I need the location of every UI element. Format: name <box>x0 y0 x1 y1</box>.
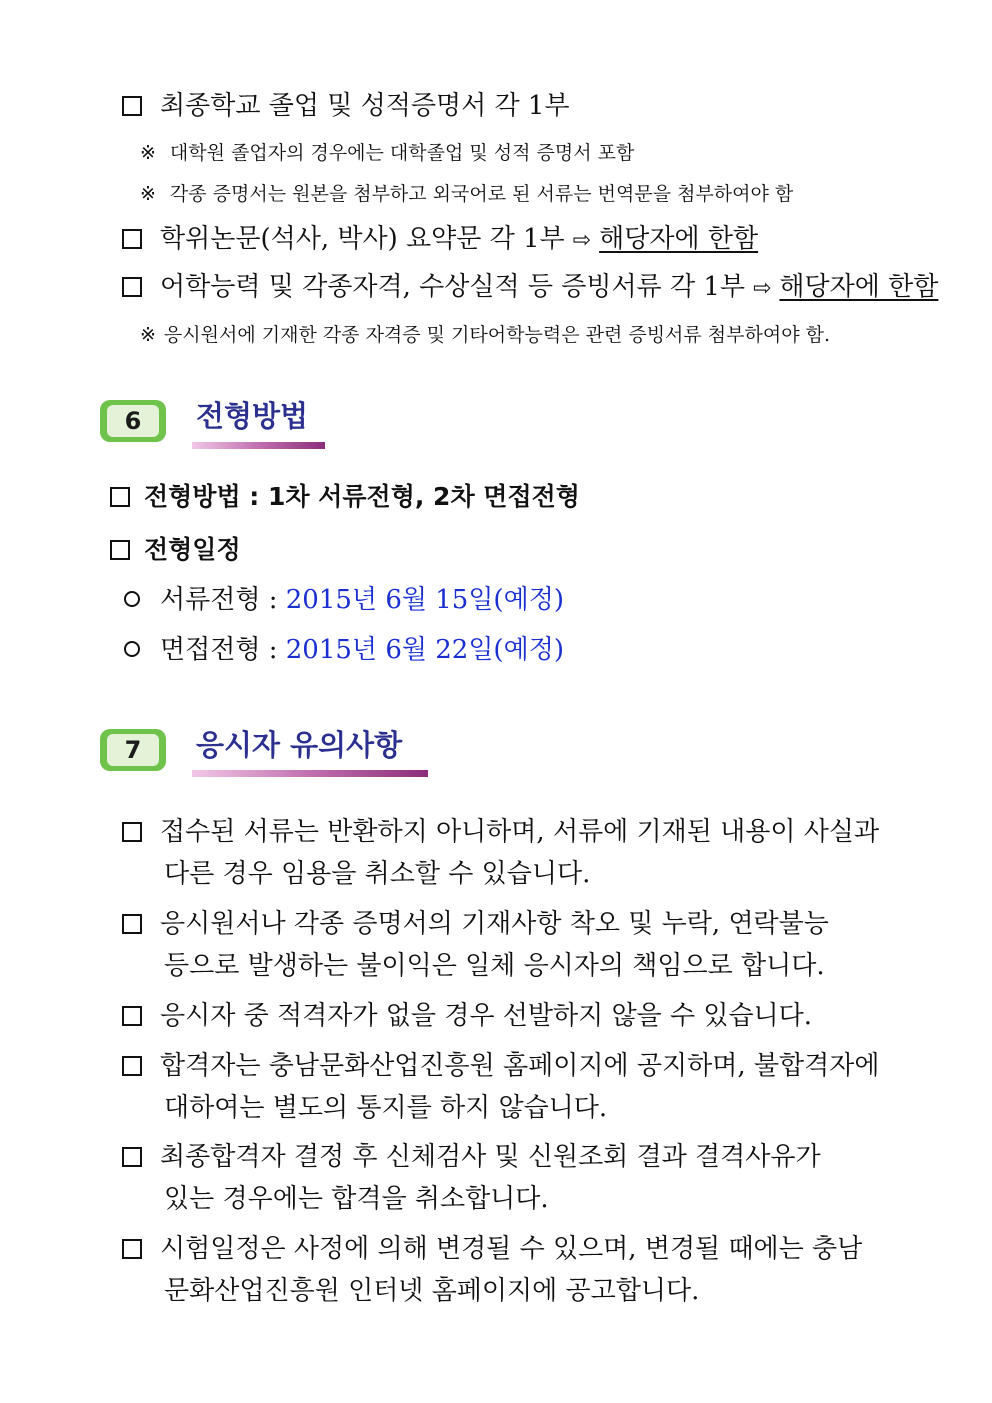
doc-item-graduation: 최종학교 졸업 및 성적증명서 각 1부 <box>122 90 570 122</box>
notice-item: 응시원서나 각종 증명서의 기재사항 착오 및 누락, 연락불능 <box>122 908 829 940</box>
checkbox-icon <box>122 277 142 297</box>
reference-mark-icon: ※ <box>140 142 156 164</box>
doc-item-thesis: 학위논문(석사, 박사) 요약문 각 1부 ⇨ 해당자에 한함 <box>122 223 758 257</box>
selection-method: 전형방법 : 1차 서류전형, 2차 면접전형 <box>110 481 580 513</box>
reference-mark-icon: ※ <box>140 183 156 205</box>
doc-note-certificates: ※ 각종 증명서는 원본을 첨부하고 외국어로 된 서류는 번역문을 첨부하여야 함 <box>140 183 794 205</box>
notice-item-continued: 다른 경우 임용을 취소할 수 있습니다. <box>164 859 591 889</box>
notice-item-continued: 등으로 발생하는 불이익은 일체 응시자의 책임으로 합니다. <box>164 951 825 981</box>
notice-item-continued: 있는 경우에는 합격을 취소합니다. <box>164 1184 549 1214</box>
checkbox-icon <box>122 1239 142 1259</box>
notice-item: 응시자 중 적격자가 없을 경우 선발하지 않을 수 있습니다. <box>122 1000 812 1032</box>
checkbox-icon <box>122 914 142 934</box>
schedule-date: 2015년 6월 22일(예정) <box>285 635 564 665</box>
checkbox-icon <box>122 822 142 842</box>
arrow-right-icon: ⇨ <box>572 228 592 253</box>
section-6-underline <box>192 442 325 449</box>
notice-item-continued: 문화산업진흥원 인터넷 홈페이지에 공고합니다. <box>164 1276 700 1306</box>
section-6-title: 전형방법 <box>196 399 309 433</box>
circle-bullet-icon <box>124 591 140 607</box>
applicable-only-note: 해당자에 한함 <box>779 272 939 302</box>
schedule-interview: 면접전형 : 2015년 6월 22일(예정) <box>124 634 564 666</box>
notice-item: 합격자는 충남문화산업진흥원 홈페이지에 공지하며, 불합격자에 <box>122 1050 879 1082</box>
checkbox-icon <box>122 1147 142 1167</box>
checkbox-icon <box>122 96 142 116</box>
notice-item: 접수된 서류는 반환하지 아니하며, 서류에 기재된 내용이 사실과 <box>122 816 879 848</box>
reference-mark-icon: ※ <box>140 324 156 346</box>
section-number: 6 <box>107 405 159 437</box>
schedule-document-screening: 서류전형 : 2015년 6월 15일(예정) <box>124 584 564 616</box>
schedule-date: 2015년 6월 15일(예정) <box>285 585 564 615</box>
checkbox-icon <box>122 1056 142 1076</box>
selection-schedule-label: 전형일정 <box>110 534 241 566</box>
checkbox-icon <box>122 229 142 249</box>
checkbox-icon <box>110 487 130 507</box>
notice-item-continued: 대하여는 별도의 통지를 하지 않습니다. <box>164 1093 608 1123</box>
doc-note-graduate-school: ※ 대학원 졸업자의 경우에는 대학졸업 및 성적 증명서 포함 <box>140 142 635 164</box>
section-6-badge <box>100 400 166 442</box>
checkbox-icon <box>122 1006 142 1026</box>
doc-note-qualifications: ※ 응시원서에 기재한 각종 자격증 및 기타어학능력은 관련 증빙서류 첨부하여야 함. <box>140 324 831 346</box>
section-7-underline <box>192 770 428 777</box>
notice-item: 최종합격자 결정 후 신체검사 및 신원조회 결과 결격사유가 <box>122 1141 821 1173</box>
arrow-right-icon: ⇨ <box>752 276 772 301</box>
doc-item-language: 어학능력 및 각종자격, 수상실적 등 증빙서류 각 1부 ⇨ 해당자에 한함 <box>122 271 938 305</box>
circle-bullet-icon <box>124 641 140 657</box>
section-7-title: 응시자 유의사항 <box>196 728 403 762</box>
notice-item: 시험일정은 사정에 의해 변경될 수 있으며, 변경될 때에는 충남 <box>122 1233 862 1265</box>
checkbox-icon <box>110 540 130 560</box>
section-number: 7 <box>107 734 159 766</box>
applicable-only-note: 해당자에 한함 <box>599 224 759 254</box>
section-7-badge <box>100 729 166 771</box>
